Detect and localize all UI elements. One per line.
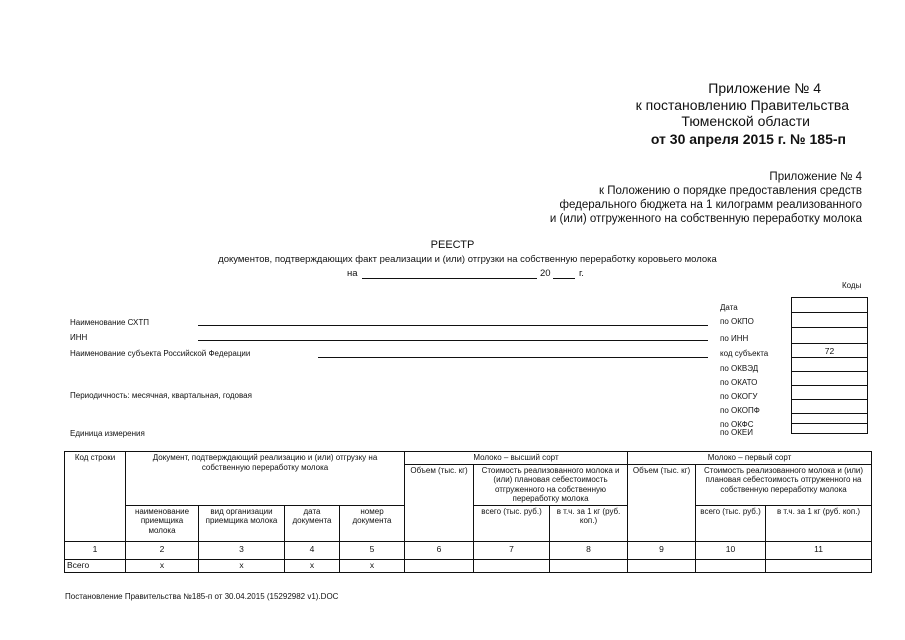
field-label-name: Наименование СХТП bbox=[70, 318, 149, 327]
registry-table bbox=[64, 451, 872, 573]
code-cell-okopf[interactable] bbox=[792, 400, 868, 414]
total-row-label: Всего bbox=[65, 559, 126, 572]
regulation-line-3: и (или) отгруженного на собственную переработку молока bbox=[549, 213, 862, 225]
year-prefix: 20 bbox=[540, 268, 551, 279]
header-doc-date: дата документа bbox=[285, 505, 340, 541]
field-line-inn[interactable] bbox=[198, 340, 708, 341]
col-number-8: 8 bbox=[550, 541, 628, 559]
date-line[interactable] bbox=[362, 278, 537, 279]
code-cell-okfs[interactable] bbox=[792, 414, 868, 424]
header-recipient: наименование приемщика молока bbox=[126, 505, 199, 541]
header-code: Код строки bbox=[65, 452, 126, 542]
header-cost-top: Стоимость реализованного молока и (или) плановая себестоимость отгруженного на собственную переработку молока bbox=[474, 464, 628, 505]
col-number-10: 10 bbox=[696, 541, 766, 559]
field-label-subject: Наименование субъекта Российской Федерации bbox=[70, 349, 251, 358]
total-doc-number: х bbox=[340, 559, 405, 572]
header-cost-first: Стоимость реализованного молока и (или) плановая себестоимость отгруженного на собственную переработку молока bbox=[696, 464, 872, 505]
footer-reference: Постановление Правительства №185-п от 30.04.2015 (15292982 v1).DOC bbox=[65, 592, 339, 601]
resolution-date-number: от 30 апреля 2015 г. № 185-п bbox=[650, 131, 846, 147]
total-recipient: х bbox=[126, 559, 199, 572]
header-volume-top: Объем (тыс. кг) bbox=[405, 464, 474, 541]
header-top-grade: Молоко – высший сорт bbox=[405, 452, 628, 465]
resolution-line: к постановлению Правительства bbox=[635, 97, 849, 113]
total-per-kg-first[interactable] bbox=[766, 559, 872, 572]
col-number-6: 6 bbox=[405, 541, 474, 559]
col-number-1: 1 bbox=[65, 541, 126, 559]
col-number-9: 9 bbox=[628, 541, 696, 559]
code-label-okei: по ОКЕИ bbox=[720, 428, 753, 437]
header-doc-number: номер документа bbox=[340, 505, 405, 541]
code-label-inn: по ИНН bbox=[720, 334, 749, 343]
code-cell-inn[interactable] bbox=[792, 328, 868, 344]
header-per-kg-top: в т.ч. за 1 кг (руб. коп.) bbox=[550, 505, 628, 541]
header-volume-first: Объем (тыс. кг) bbox=[628, 464, 696, 541]
col-number-2: 2 bbox=[126, 541, 199, 559]
codes-table bbox=[791, 297, 868, 434]
total-doc-date: х bbox=[285, 559, 340, 572]
appendix-heading: Приложение № 4 bbox=[708, 80, 821, 96]
total-org-type: х bbox=[199, 559, 285, 572]
regulation-appendix: Приложение № 4 bbox=[769, 171, 862, 183]
code-label-okogu: по ОКОГУ bbox=[720, 392, 758, 401]
year-line[interactable] bbox=[553, 278, 575, 279]
total-volume-first[interactable] bbox=[628, 559, 696, 572]
code-cell-okogu[interactable] bbox=[792, 386, 868, 400]
codes-header: Коды bbox=[842, 281, 862, 290]
header-total-rub-top: всего (тыс. руб.) bbox=[474, 505, 550, 541]
field-label-unit: Единица измерения bbox=[70, 429, 145, 438]
code-label-okved: по ОКВЭД bbox=[720, 364, 759, 373]
col-number-7: 7 bbox=[474, 541, 550, 559]
code-cell-okei[interactable] bbox=[792, 424, 868, 434]
total-volume-top[interactable] bbox=[405, 559, 474, 572]
year-suffix: г. bbox=[579, 268, 584, 279]
header-total-rub-first: всего (тыс. руб.) bbox=[696, 505, 766, 541]
code-cell-okato[interactable] bbox=[792, 372, 868, 386]
code-label-okfs: по ОКФС bbox=[720, 420, 754, 429]
total-cost-top[interactable] bbox=[474, 559, 550, 572]
regulation-line-2: федерального бюджета на 1 килограмм реализованного bbox=[559, 199, 862, 211]
regulation-line-1: к Положению о порядке предоставления средств bbox=[598, 185, 862, 197]
code-cell-subject[interactable]: 72 bbox=[792, 344, 868, 358]
col-number-3: 3 bbox=[199, 541, 285, 559]
header-first-grade: Молоко – первый сорт bbox=[628, 452, 872, 465]
header-per-kg-first: в т.ч. за 1 кг (руб. коп.) bbox=[766, 505, 872, 541]
code-label-okato: по ОКАТО bbox=[720, 378, 758, 387]
registry-subtitle: документов, подтверждающих факт реализации и (или) отгрузки на собственную переработку коровьего молока bbox=[218, 254, 717, 265]
header-org-type: вид организации приемщика молока bbox=[199, 505, 285, 541]
code-label-okpo: по ОКПО bbox=[720, 317, 754, 326]
field-line-name[interactable] bbox=[198, 325, 708, 326]
registry-title: РЕЕСТР bbox=[430, 239, 475, 251]
field-label-periodicity: Периодичность: месячная, квартальная, годовая bbox=[70, 391, 252, 400]
field-line-subject[interactable] bbox=[318, 357, 708, 358]
code-cell-date[interactable] bbox=[792, 298, 868, 313]
code-cell-okved[interactable] bbox=[792, 358, 868, 372]
code-cell-okpo[interactable] bbox=[792, 313, 868, 328]
total-cost-first[interactable] bbox=[696, 559, 766, 572]
field-label-inn: ИНН bbox=[70, 333, 88, 342]
region-line: Тюменской области bbox=[681, 113, 810, 129]
header-document: Документ, подтверждающий реализацию и (или) отгрузку на собственную переработку молока bbox=[126, 452, 405, 506]
code-label-okopf: по ОКОПФ bbox=[720, 406, 760, 415]
total-per-kg-top[interactable] bbox=[550, 559, 628, 572]
code-label-subject: код субъекта bbox=[720, 349, 769, 358]
col-number-5: 5 bbox=[340, 541, 405, 559]
date-prefix: на bbox=[347, 268, 358, 279]
code-label-date: Дата bbox=[720, 303, 738, 312]
col-number-4: 4 bbox=[285, 541, 340, 559]
col-number-11: 11 bbox=[766, 541, 872, 559]
